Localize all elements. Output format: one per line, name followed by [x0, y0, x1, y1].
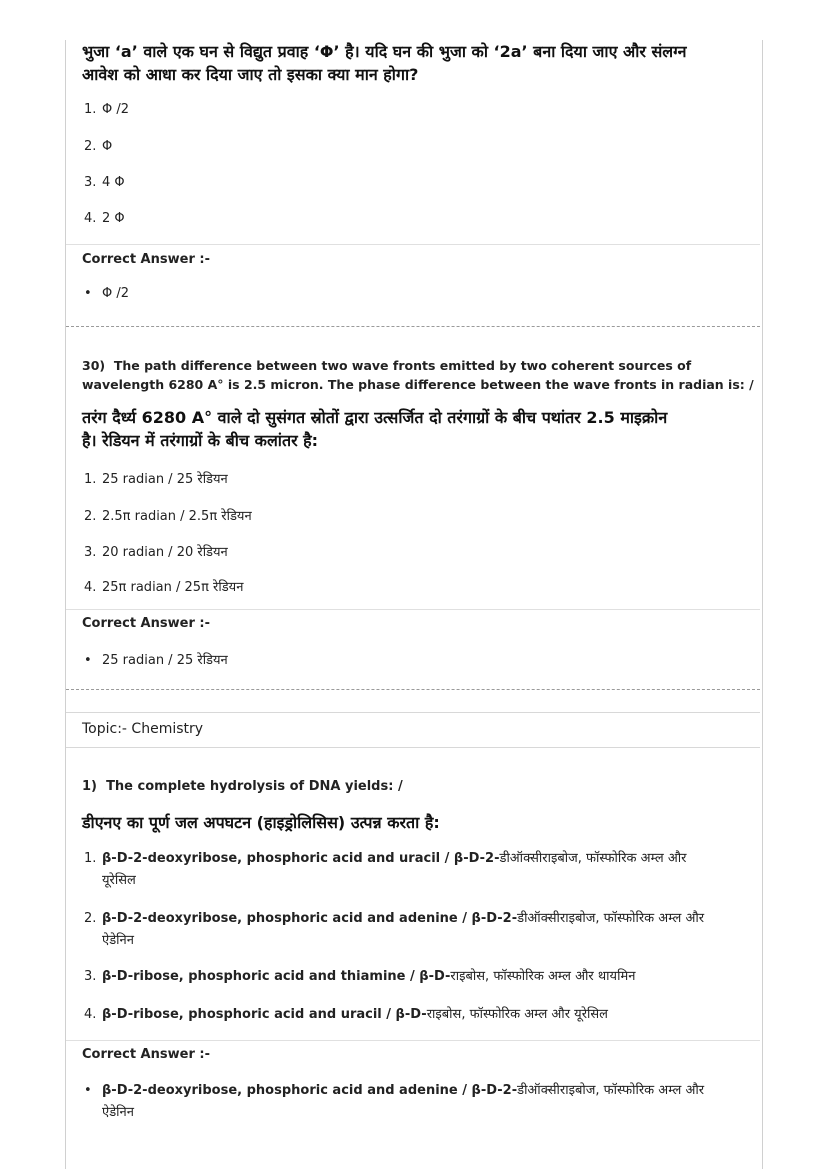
chem-q1-option-1[interactable]	[84, 848, 744, 892]
q30-option-1[interactable]	[84, 469, 228, 487]
q29-option-2[interactable]	[84, 139, 112, 154]
option-number: 2.	[84, 139, 97, 154]
q29-option-1[interactable]	[84, 102, 129, 117]
option-text: 25 radian / 25 रेडियन	[102, 472, 228, 487]
question-30-hindi-line-2: है। रेडियन में तरंगाग्रों के बीच कलांतर है:	[82, 431, 319, 450]
q29-correct-answer	[84, 286, 129, 301]
q29-option-4[interactable]	[84, 211, 125, 226]
q29-option-3[interactable]	[84, 175, 125, 190]
question-30-english	[82, 356, 754, 394]
option-text: राइबोस, फॉस्फोरिक अम्ल और थायमिन	[450, 969, 636, 984]
option-text: Φ	[102, 139, 113, 154]
correct-answer-text: Φ /2	[102, 286, 130, 301]
question-30-english-line-2: wavelength 6280 A° is 2.5 micron. The phase difference between the wave fronts in radian is: /	[82, 377, 754, 392]
question-30-english-line-1	[82, 356, 754, 375]
option-number: 3.	[84, 545, 97, 560]
option-line-1	[84, 1004, 744, 1026]
chem-q1-option-2[interactable]	[84, 908, 744, 952]
question-30-english-text-1: The path difference between two wave fronts emitted by two coherent sources of	[113, 358, 692, 373]
question-29-text	[82, 40, 752, 86]
option-number: 3.	[84, 969, 97, 984]
chem-question-1-hindi: डीएनए का पूर्ण जल अपघटन (हाइड्रोलिसिस) उत्पन्न करता है:	[82, 813, 440, 832]
topic-header	[66, 712, 760, 748]
option-number: 4.	[84, 211, 97, 226]
q29-correct-answer-label: Correct Answer :-	[82, 252, 210, 267]
correct-answer-line-1	[84, 1080, 744, 1102]
option-bold-text: β-D-2-deoxyribose, phosphoric acid and adenine / β-D-2-	[102, 911, 518, 926]
divider	[66, 609, 760, 610]
chem-question-1-english	[82, 777, 403, 796]
correct-answer-text: डीऑक्सीराइबोज, फॉस्फोरिक अम्ल और	[517, 1083, 705, 1098]
divider	[66, 1040, 760, 1041]
option-bold-text: β-D-2-deoxyribose, phosphoric acid and uracil / β-D-2-	[102, 851, 500, 866]
chem-q1-correct-answer	[84, 1080, 744, 1124]
option-number: 1.	[84, 472, 97, 487]
option-number: 4.	[84, 1007, 97, 1022]
bullet-icon: •	[84, 1083, 92, 1098]
bullet-icon: •	[84, 286, 92, 301]
option-text: Φ /2	[102, 102, 130, 117]
option-number: 1.	[84, 851, 97, 866]
question-number: 30)	[82, 358, 106, 373]
chem-question-1-english-text: The complete hydrolysis of DNA yields: /	[106, 779, 403, 794]
option-text: डीऑक्सीराइबोज, फॉस्फोरिक अम्ल और	[499, 851, 687, 866]
option-number: 4.	[84, 580, 97, 595]
chem-q1-option-4[interactable]	[84, 1004, 744, 1026]
bullet-icon: •	[84, 653, 92, 668]
option-text: 20 radian / 20 रेडियन	[102, 545, 228, 560]
question-separator	[66, 689, 760, 690]
topic-title: Topic:- Chemistry	[82, 721, 204, 737]
option-text: 4 Φ	[102, 175, 125, 190]
question-30-hindi	[82, 406, 754, 452]
option-number: 3.	[84, 175, 97, 190]
divider	[66, 244, 760, 245]
option-text: 2 Φ	[102, 211, 125, 226]
option-bold-text: β-D-ribose, phosphoric acid and uracil / β-D-	[102, 1007, 427, 1022]
option-line-2: ऐडेनिन	[102, 933, 134, 948]
option-number: 1.	[84, 102, 97, 117]
q30-option-4[interactable]	[84, 577, 243, 595]
q30-correct-answer	[84, 650, 228, 668]
correct-answer-text: 25 radian / 25 रेडियन	[102, 653, 228, 668]
q30-option-3[interactable]	[84, 542, 228, 560]
option-bold-text: β-D-ribose, phosphoric acid and thiamine / β-D-	[102, 969, 451, 984]
option-line-1	[84, 848, 744, 870]
q30-option-2[interactable]	[84, 506, 252, 524]
option-number: 2.	[84, 509, 97, 524]
option-line-1	[84, 908, 744, 930]
question-29-line-2: आवेश को आधा कर दिया जाए तो इसका क्या मान होगा?	[82, 65, 419, 84]
chem-q1-option-3[interactable]	[84, 966, 744, 988]
chem-q1-correct-answer-label: Correct Answer :-	[82, 1047, 210, 1062]
correct-answer-bold-text: β-D-2-deoxyribose, phosphoric acid and adenine / β-D-2-	[102, 1083, 518, 1098]
page-frame	[65, 40, 763, 1169]
option-text: डीऑक्सीराइबोज, फॉस्फोरिक अम्ल और	[517, 911, 705, 926]
option-line-1	[84, 966, 744, 988]
option-number: 2.	[84, 911, 97, 926]
option-text: 25π radian / 25π रेडियन	[102, 580, 244, 595]
question-separator	[66, 326, 760, 327]
option-line-2: यूरेसिल	[102, 873, 136, 888]
option-text: राइबोस, फॉस्फोरिक अम्ल और यूरेसिल	[426, 1007, 608, 1022]
question-number: 1)	[82, 779, 97, 794]
question-30-hindi-line-1: तरंग दैर्ध्य 6280 A° वाले दो सुसंगत स्रोतों द्वारा उत्सर्जित दो तरंगाग्रों के बीच पथांतर 2.5 माइक्रोन	[82, 408, 668, 427]
question-29-line-1: भुजा ‘a’ वाले एक घन से विद्युत प्रवाह ‘Φ’ है। यदि घन की भुजा को ‘2a’ बना दिया जाए और संलग्न	[82, 42, 687, 61]
correct-answer-line-2: ऐडेनिन	[102, 1105, 134, 1120]
option-text: 2.5π radian / 2.5π रेडियन	[102, 509, 252, 524]
q30-correct-answer-label: Correct Answer :-	[82, 616, 210, 631]
